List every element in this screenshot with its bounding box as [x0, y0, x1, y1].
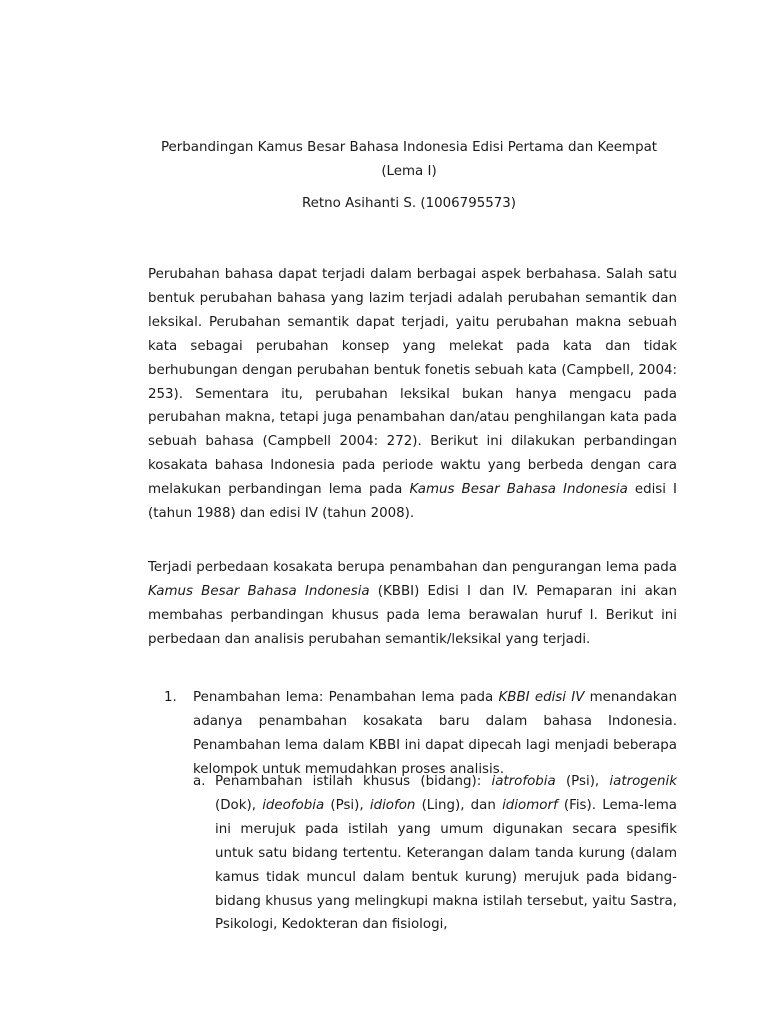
list-item-1-italic: KBBI edisi IV — [498, 690, 585, 705]
title-line-1: Perbandingan Kamus Besar Bahasa Indonesia Edisi Pertama dan Keempat — [160, 140, 658, 155]
sub-a-t1: Penambahan istilah khusus (bidang): — [215, 774, 492, 789]
sub-a-t2: (Psi), — [555, 774, 610, 789]
sub-a-i5: idiomorf — [502, 797, 558, 813]
sub-a-i2: iatrogenik — [609, 774, 677, 789]
list-number-1: 1. — [164, 690, 177, 705]
paragraph-1-italic: Kamus Besar Bahasa Indonesia — [409, 482, 628, 498]
list-item-1-text — [193, 686, 677, 782]
paragraph-2-text-a: Terjadi perbedaan kosakata berupa penambahan dan pengurangan lema pada — [148, 560, 677, 575]
title-line-2: (Lema I) — [381, 164, 437, 179]
document-title — [140, 136, 678, 184]
sub-a-i1: iatrofobia — [491, 774, 556, 789]
sub-a-t6: (Fis). Lema-lema ini merujuk pada istilah yang umum digunakan secara spesifik untuk satu bidang tertentu. Keterangan dalam tanda kurung (dalam kamus tidak muncul dalam bentuk kurung) merujuk pada bidang-bidang khusus yang melingkupi makna istilah tersebut, yaitu Sastra, Psikologi, Kedokteran dan fisiologi, — [215, 797, 677, 933]
sub-a-i3: ideofobia — [262, 797, 325, 813]
list-item-1-text-a: Penambahan lema: Penambahan lema pada — [193, 690, 499, 705]
paragraph-1-text-a: Perubahan bahasa dapat terjadi dalam berbagai aspek berbahasa. Salah satu bentuk perubahan bahasa yang lazim terjadi adalah perubahan semantik dan leksikal. Perubahan semantik dapat terjadi, yaitu perubahan makna sebuah kata sebagai perubahan konsep yang melekat pada kata dan tidak berhubungan dengan perubahan bentuk fonetis sebuah kata (Campbell, 2004: 253). Sementara itu, perubahan leksikal bukan hanya mengacu pada perubahan makna, tetapi juga penambahan dan/atau penghilangan kata pada sebuah bahasa (Campbell 2004: 272). Berikut ini dilakukan perbandingan kosakata bahasa Indonesia pada periode waktu yang berbeda dengan cara melakukan perbandingan lema pada — [148, 267, 677, 498]
sub-a-t5: (Ling), dan — [415, 797, 503, 813]
sub-a-t4: (Psi), — [324, 797, 370, 813]
list-item-1-text-b: menandakan adanya penambahan kosakata baru dalam bahasa Indonesia. Penambahan lema dalam KBBI ini dapat dipecah lagi menjadi beberapa kelompok untuk memudahkan proses analisis. — [193, 690, 678, 777]
sub-list-item-a-text — [215, 770, 677, 937]
sub-list-letter-a: a. — [193, 774, 206, 789]
paragraph-2-text-b: (KBBI) Edisi I dan IV. Pemaparan ini akan membahas perbandingan khusus pada lema berawalan huruf I. Berikut ini perbedaan dan analisis perubahan semantik/leksikal yang terjadi. — [148, 583, 677, 647]
paragraph-2 — [148, 556, 677, 652]
author-line: Retno Asihanti S. (1006795573) — [301, 196, 517, 211]
paragraph-1-text-b: edisi I (tahun 1988) dan edisi IV (tahun 2008). — [148, 482, 678, 522]
sub-a-t3: (Dok), — [215, 797, 263, 813]
paragraph-1 — [148, 263, 677, 526]
paragraph-2-italic: Kamus Besar Bahasa Indonesia — [148, 583, 370, 599]
sub-a-i4: idiofon — [369, 797, 416, 813]
